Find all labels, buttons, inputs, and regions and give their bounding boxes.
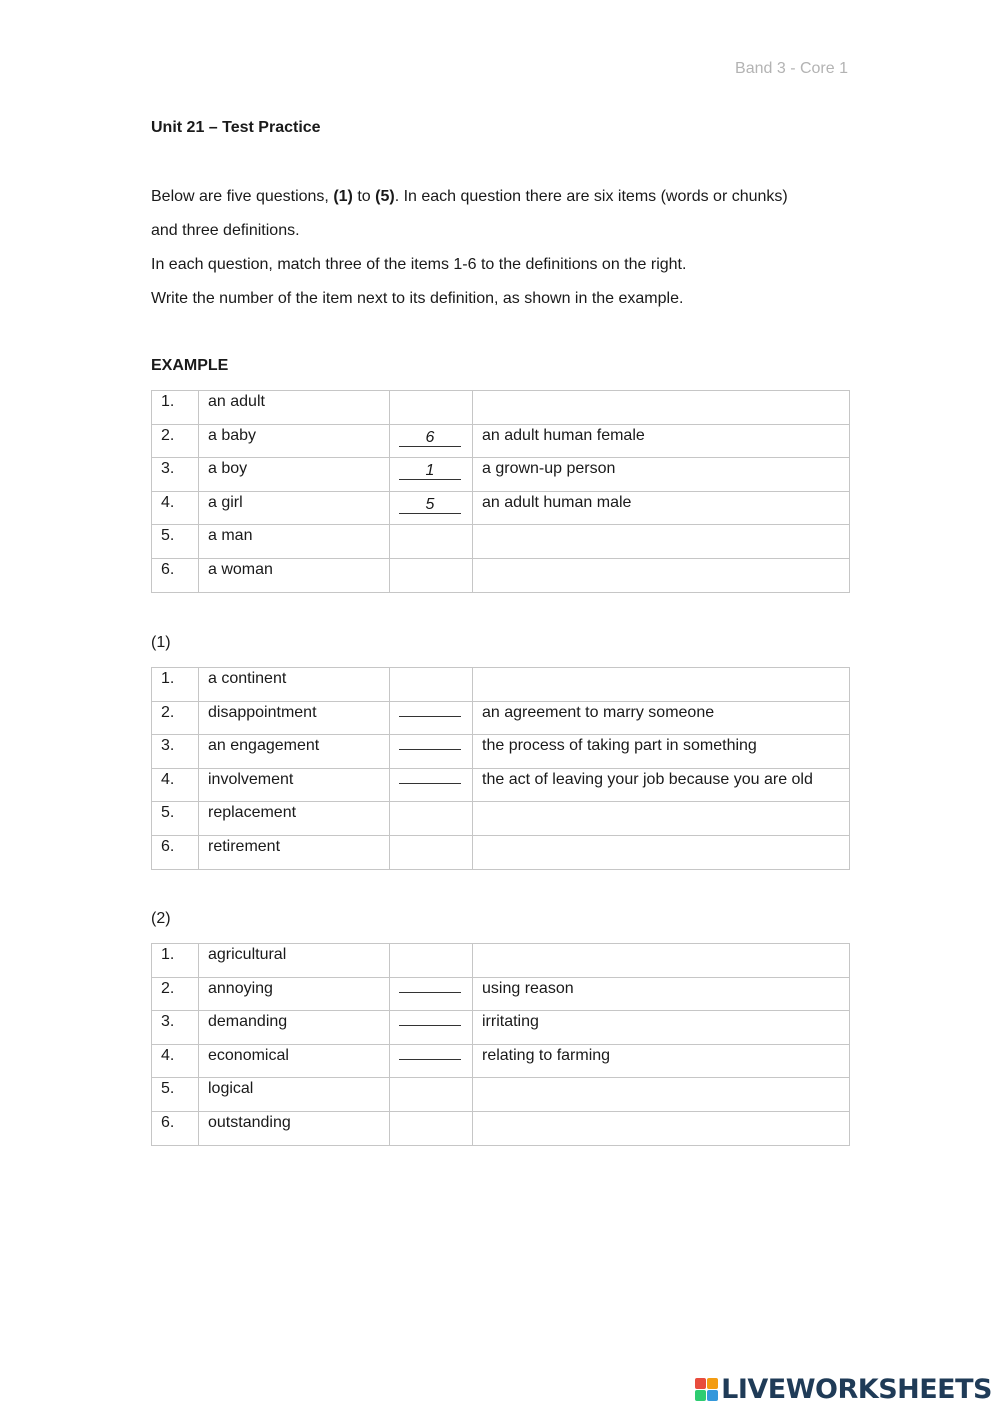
instruction-line-3: In each question, match three of the items 1-6 to the definitions on the right. (151, 256, 687, 273)
item-text: outstanding (199, 1111, 390, 1145)
answer-cell (390, 735, 473, 769)
instruction-line-1 (151, 180, 851, 214)
item-text: demanding (199, 1011, 390, 1045)
item-number: 1. (152, 668, 199, 702)
item-number: 5. (152, 1078, 199, 1112)
logo-text: LIVEWORKSHEETS (721, 1374, 992, 1405)
item-text: a woman (199, 558, 390, 592)
logo-icon (695, 1378, 718, 1401)
question-1-table (151, 667, 850, 870)
item-text: agricultural (199, 944, 390, 978)
answer-blank[interactable] (399, 749, 461, 750)
item-number: 6. (152, 558, 199, 592)
item-text: a baby (199, 424, 390, 458)
item-text: a girl (199, 491, 390, 525)
table-row (152, 701, 850, 735)
definition-text (473, 391, 850, 425)
liveworksheets-logo (695, 1374, 992, 1405)
logo-square (707, 1378, 718, 1389)
instruction-line-2: and three definitions. (151, 222, 300, 239)
answer-cell (390, 458, 473, 492)
answer-cell (390, 525, 473, 559)
definition-text (473, 1078, 850, 1112)
table-row (152, 558, 850, 592)
answer-cell (390, 802, 473, 836)
answer-cell (390, 977, 473, 1011)
answer-cell (390, 491, 473, 525)
definition-text: relating to farming (473, 1044, 850, 1078)
item-text: retirement (199, 835, 390, 869)
item-text: logical (199, 1078, 390, 1112)
definition-text: the act of leaving your job because you are old (473, 768, 850, 802)
table-row (152, 735, 850, 769)
question-2-label: (2) (151, 910, 171, 927)
question-2-table (151, 943, 850, 1146)
item-number: 6. (152, 1111, 199, 1145)
item-text: a continent (199, 668, 390, 702)
page-title: Unit 21 – Test Practice (151, 119, 321, 136)
definition-text (473, 1111, 850, 1145)
item-number: 5. (152, 525, 199, 559)
table-row (152, 1011, 850, 1045)
table-row (152, 977, 850, 1011)
item-number: 3. (152, 1011, 199, 1045)
item-text: replacement (199, 802, 390, 836)
item-number: 1. (152, 391, 199, 425)
item-number: 2. (152, 977, 199, 1011)
question-1-label: (1) (151, 634, 171, 651)
answer-cell (390, 424, 473, 458)
answer-blank[interactable] (399, 992, 461, 993)
table-row (152, 668, 850, 702)
table-row (152, 491, 850, 525)
answer-cell (390, 701, 473, 735)
definition-text: a grown-up person (473, 458, 850, 492)
answer-cell (390, 1078, 473, 1112)
instruction-bold: (5) (375, 188, 395, 205)
definition-text: an agreement to marry someone (473, 701, 850, 735)
instruction-bold: (1) (333, 188, 353, 205)
answer-cell (390, 668, 473, 702)
answer-cell (390, 944, 473, 978)
item-text: a boy (199, 458, 390, 492)
answer-cell (390, 1111, 473, 1145)
item-text: an adult (199, 391, 390, 425)
example-table (151, 390, 850, 593)
item-number: 3. (152, 735, 199, 769)
logo-square (707, 1390, 718, 1401)
instruction-line-4: Write the number of the item next to its definition, as shown in the example. (151, 290, 684, 307)
table-row (152, 458, 850, 492)
table-row (152, 802, 850, 836)
item-number: 4. (152, 1044, 199, 1078)
answer-blank[interactable]: 6 (399, 429, 461, 447)
item-text: involvement (199, 768, 390, 802)
item-number: 1. (152, 944, 199, 978)
item-number: 2. (152, 424, 199, 458)
item-number: 5. (152, 802, 199, 836)
definition-text: irritating (473, 1011, 850, 1045)
instruction-text: . In each question there are six items (words or chunks) (394, 188, 788, 205)
item-text: economical (199, 1044, 390, 1078)
table-row (152, 1044, 850, 1078)
answer-blank[interactable] (399, 1025, 461, 1026)
logo-square (695, 1378, 706, 1389)
item-number: 4. (152, 768, 199, 802)
definition-text: an adult human male (473, 491, 850, 525)
item-number: 2. (152, 701, 199, 735)
answer-blank[interactable]: 1 (399, 462, 461, 480)
item-number: 3. (152, 458, 199, 492)
item-text: an engagement (199, 735, 390, 769)
table-row (152, 424, 850, 458)
item-number: 6. (152, 835, 199, 869)
table-row (152, 1078, 850, 1112)
header-band: Band 3 - Core 1 (735, 60, 848, 77)
instruction-text: Below are five questions, (151, 188, 334, 205)
answer-blank[interactable] (399, 783, 461, 784)
definition-text (473, 802, 850, 836)
instruction-text: to (352, 188, 376, 205)
table-row (152, 1111, 850, 1145)
answer-cell (390, 768, 473, 802)
answer-blank[interactable]: 5 (399, 496, 461, 514)
definition-text (473, 668, 850, 702)
definition-text (473, 525, 850, 559)
item-text: disappointment (199, 701, 390, 735)
item-number: 4. (152, 491, 199, 525)
table-row (152, 391, 850, 425)
answer-blank[interactable] (399, 716, 461, 717)
definition-text (473, 558, 850, 592)
item-text: annoying (199, 977, 390, 1011)
definition-text: the process of taking part in something (473, 735, 850, 769)
table-row (152, 768, 850, 802)
table-row (152, 835, 850, 869)
answer-cell (390, 558, 473, 592)
definition-text (473, 944, 850, 978)
definition-text: using reason (473, 977, 850, 1011)
example-label: EXAMPLE (151, 357, 229, 374)
definition-text: an adult human female (473, 424, 850, 458)
logo-square (695, 1390, 706, 1401)
item-text: a man (199, 525, 390, 559)
definition-text (473, 835, 850, 869)
instructions (151, 180, 851, 316)
answer-cell (390, 1044, 473, 1078)
answer-blank[interactable] (399, 1059, 461, 1060)
answer-cell (390, 835, 473, 869)
table-row (152, 944, 850, 978)
table-row (152, 525, 850, 559)
answer-cell (390, 391, 473, 425)
answer-cell (390, 1011, 473, 1045)
